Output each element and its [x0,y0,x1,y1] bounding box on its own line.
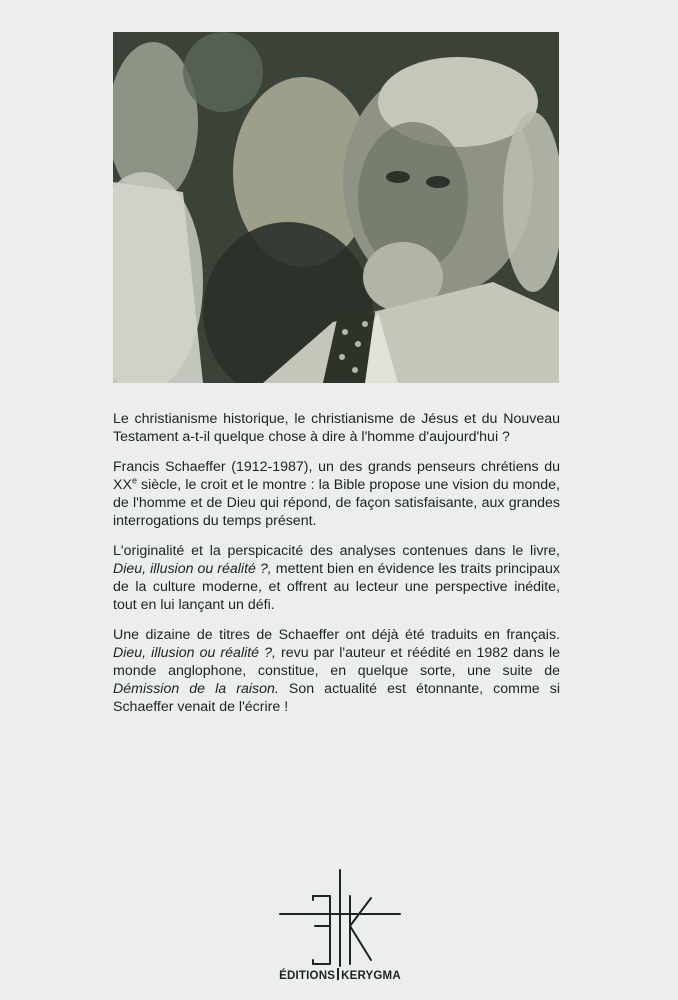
publisher-logo [275,868,405,990]
publisher-name-divider [337,968,339,980]
paragraph-author-text-b: siècle, le croit et le montre : la Bible propose une vision du monde, de l'homme et de Dieu qui répond, de façon satisfaisante, aux grandes interrogations du temps présent. [113,477,560,529]
paragraph-analysis [113,542,560,614]
ek-monogram-icon [275,868,405,968]
paragraph-translations-text-b: revu par l'auteur et réédité en 1982 dans le monde anglophone, constitue, en quelque sorte, une suite de [113,645,561,679]
paragraph-analysis-text-b: mettent bien en évidence les traits principaux de la culture moderne, et offrent au lecteur une perspective inédite, tout en lui lançant un défi. [113,561,560,613]
back-cover-text [113,410,560,728]
paragraph-author-text-a: Francis Schaeffer (1912-1987), un des grands penseurs chrétiens du XX [113,459,560,493]
paragraph-intro-text: Le christianisme historique, le christianisme de Jésus et du Nouveau Testament a-t-il quelque chose à dire à l'homme d'aujourd'hui ? [113,411,560,445]
century-superscript: e [131,475,137,486]
paragraph-intro [113,410,560,446]
paragraph-analysis-text-a: L'originalité et la perspicacité des analyses contenues dans le livre, [113,543,560,559]
paragraph-author [113,458,560,530]
publisher-name [275,968,405,982]
book-title: Dieu, illusion ou réalité ?, [113,645,276,661]
publisher-name-left: ÉDITIONS [279,970,336,982]
publisher-name-right: KERYGMA [341,970,401,982]
paragraph-translations-text-c: Son actualité est étonnante, comme si Schaeffer venait de l'écrire ! [113,681,560,715]
author-photo [113,32,559,383]
paragraph-translations [113,626,560,716]
related-book-title: Démission de la raison. [113,681,279,697]
paragraph-translations-text-a: Une dizaine de titres de Schaeffer ont déjà été traduits en français. [113,627,560,643]
book-title: Dieu, illusion ou réalité ?, [113,561,272,577]
author-photo-illustration [113,32,559,383]
